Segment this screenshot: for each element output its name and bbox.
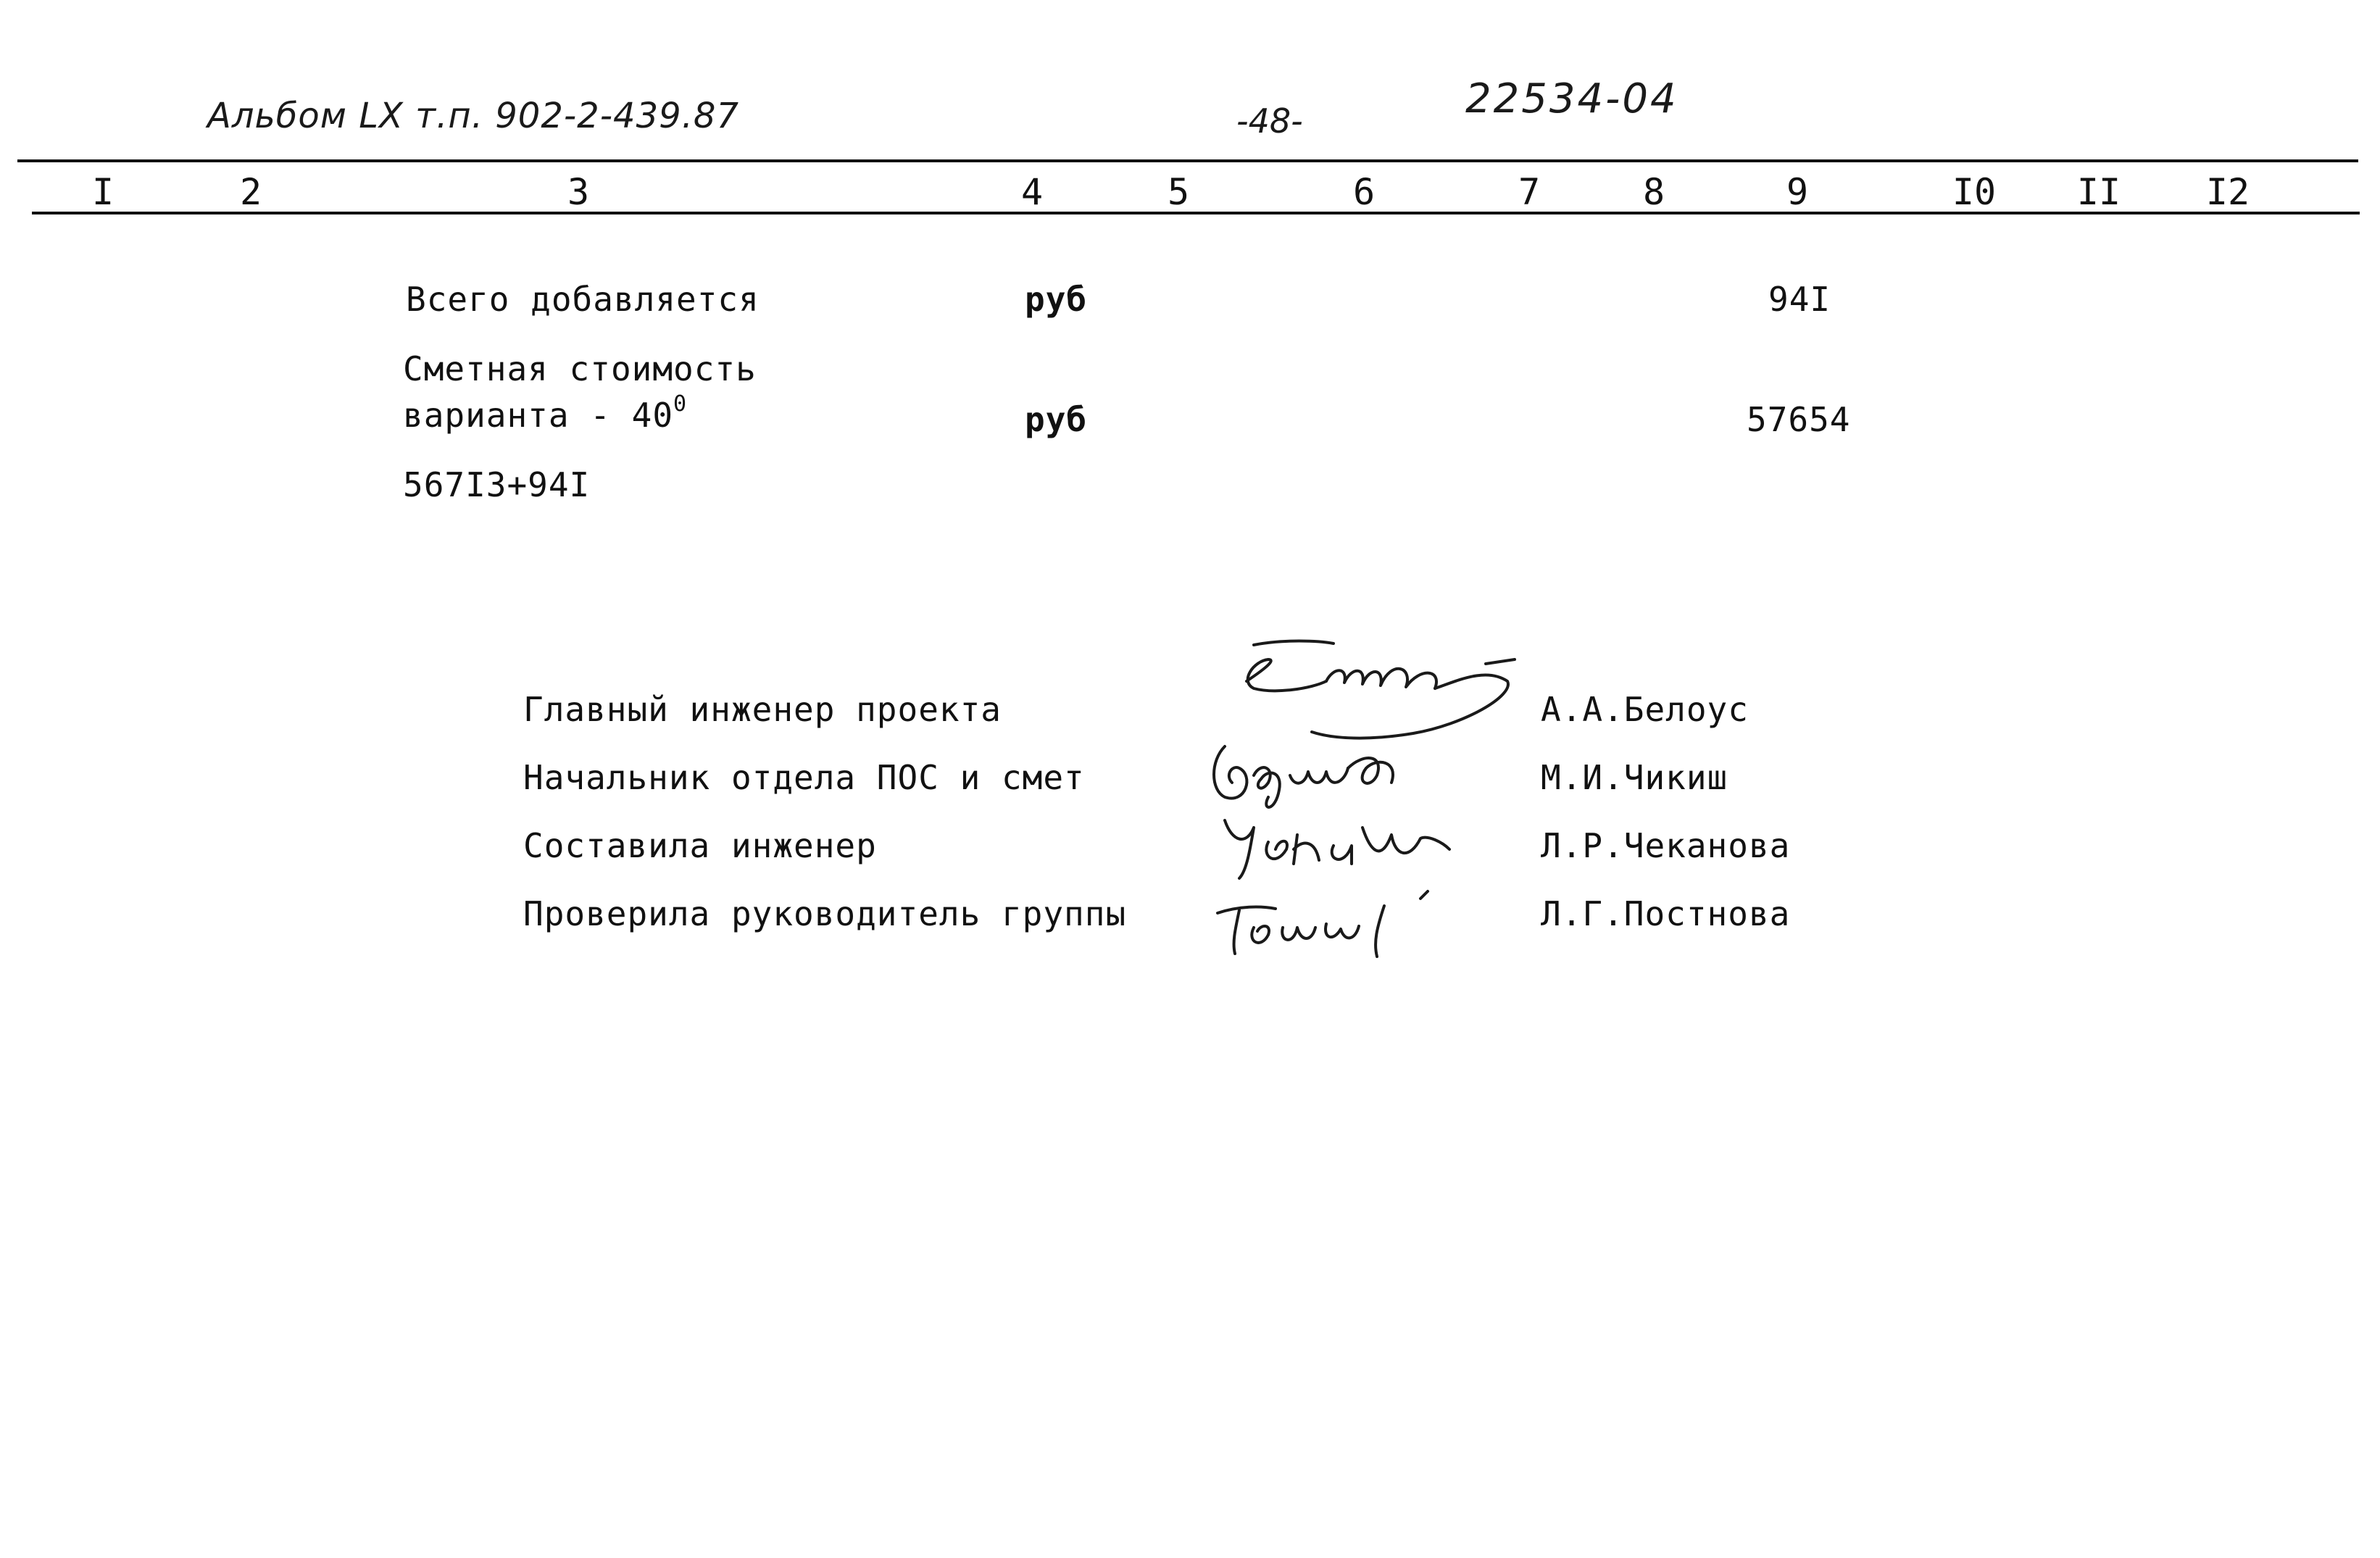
album-reference: Альбом LX т.п. 902-2-439.87 — [207, 96, 739, 136]
column-header: 8 — [1642, 171, 1665, 213]
row-description-line2 — [403, 391, 688, 435]
table-top-rule — [17, 159, 2358, 162]
column-header: I0 — [1952, 171, 1997, 213]
row-value: 94I — [1768, 280, 1831, 319]
signatory-name: М.И.Чикиш — [1541, 758, 1728, 797]
row-unit: руб — [1025, 400, 1088, 439]
signature-scribble-3 — [1210, 806, 1486, 886]
signatory-name: Л.Р.Чеканова — [1541, 826, 1791, 865]
column-header: 5 — [1167, 171, 1190, 213]
page-number: -48- — [1236, 101, 1303, 141]
column-header: 6 — [1352, 171, 1376, 213]
document-number: 22534-04 — [1465, 75, 1678, 122]
column-header: I2 — [2205, 171, 2250, 213]
signatory-title: Главный инженер проекта — [523, 690, 1002, 729]
signatory-title: Проверила руководитель группы — [523, 894, 1127, 933]
column-header: 9 — [1786, 171, 1809, 213]
row-unit: руб — [1025, 280, 1088, 319]
row-description-line1: Сметная стоимость — [403, 349, 757, 388]
signatory-title: Начальник отдела ПОС и смет — [523, 758, 1085, 797]
signatory-name: Л.Г.Постнова — [1541, 894, 1791, 933]
table-header-bottom-rule — [32, 212, 2360, 214]
signatory-title: Составила инженер — [523, 826, 877, 865]
column-header: 4 — [1020, 171, 1044, 213]
row-formula: 567I3+94I — [403, 465, 591, 504]
column-header: I — [91, 171, 115, 213]
column-header: 3 — [567, 171, 590, 213]
degree-superscript: 0 — [673, 391, 688, 417]
row-value: 57654 — [1747, 400, 1851, 439]
signatory-name: А.А.Белоус — [1541, 690, 1749, 729]
column-header: 7 — [1518, 171, 1541, 213]
column-header: II — [2076, 171, 2121, 213]
column-header: 2 — [239, 171, 262, 213]
signature-scribble-4 — [1210, 884, 1457, 964]
row-description: Всего добавляется — [406, 280, 760, 319]
row-description-line2-text: варианта - 40 — [403, 396, 674, 435]
